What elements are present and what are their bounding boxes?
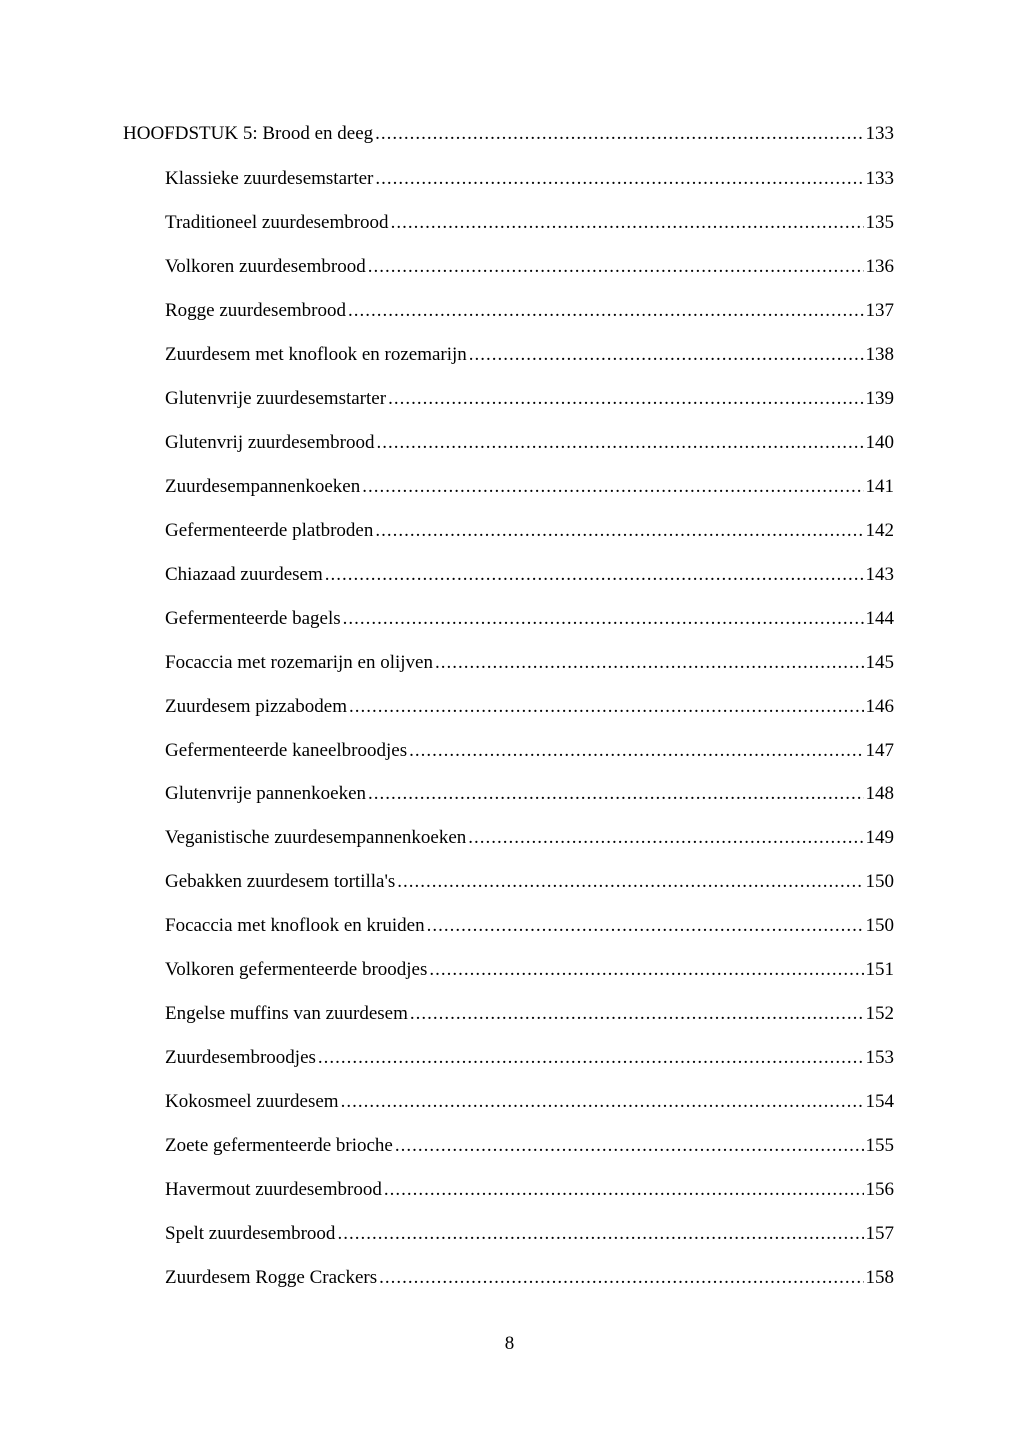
toc-entry[interactable] [165,1223,894,1245]
toc-entry-page: 148 [865,783,894,804]
toc-entry-title: Volkoren zuurdesembrood [165,256,366,277]
toc-entry-page: 137 [865,300,894,321]
toc-leader-dots [318,1047,864,1069]
toc-entry-page: 140 [865,432,894,453]
toc-chapter-heading[interactable] [123,123,894,145]
toc-entry[interactable] [165,520,894,542]
toc-entry-title: Gebakken zuurdesem tortilla's [165,871,396,892]
toc-entry[interactable] [165,827,894,849]
page-number: 8 [504,1333,515,1354]
toc-entry-page: 152 [865,1003,894,1024]
toc-entry-page: 151 [865,959,894,980]
toc-entry[interactable] [165,1267,894,1289]
toc-leader-dots [349,696,863,718]
toc-entry[interactable] [165,696,894,718]
toc-leader-dots [379,1267,863,1289]
toc-leader-dots [397,871,863,893]
toc-entry-title: Focaccia met knoflook en kruiden [165,915,425,936]
toc-entry-title: Spelt zuurdesembrood [165,1223,336,1244]
toc-leader-dots [468,827,863,849]
toc-entry-page: 150 [865,871,894,892]
toc-entry[interactable] [165,1179,894,1201]
toc-leader-dots [337,1223,863,1245]
toc-leader-dots [409,740,863,762]
toc-entry[interactable] [165,740,894,762]
toc-leader-dots [388,388,863,410]
toc-leader-dots [343,608,864,630]
toc-entry-title: Kokosmeel zuurdesem [165,1091,339,1112]
toc-entry-title: Zuurdesem met knoflook en rozemarijn [165,344,467,365]
toc-entry-page: 145 [865,652,894,673]
toc-entry-page: 156 [865,1179,894,1200]
toc-entry-page: 149 [865,827,894,848]
toc-entry-page: 139 [865,388,894,409]
toc-entry-page: 141 [865,476,894,497]
toc-entry-title: Glutenvrije pannenkoeken [165,783,367,804]
toc-entry-page: 133 [865,168,894,189]
toc-chapter-page: 133 [865,123,894,144]
toc-entry-page: 143 [865,564,894,585]
toc-entry-title: Glutenvrije zuurdesemstarter [165,388,387,409]
toc-entry[interactable] [165,783,894,805]
toc-leader-dots [375,123,863,145]
toc-leader-dots [341,1091,864,1113]
toc-leader-dots [384,1179,864,1201]
toc-leader-dots [348,300,864,322]
toc-entry-title: Havermout zuurdesembrood [165,1179,382,1200]
toc-entry-page: 157 [865,1223,894,1244]
toc-entry-page: 155 [865,1135,894,1156]
toc-entry-title: Klassieke zuurdesemstarter [165,168,374,189]
toc-entry-page: 150 [865,915,894,936]
toc-leader-dots [395,1135,864,1157]
toc-entry-title: Gefermenteerde platbroden [165,520,374,541]
toc-leader-dots [325,564,864,586]
toc-entry[interactable] [165,564,894,586]
toc-leader-dots [368,783,863,805]
toc-entry-title: Gefermenteerde kaneelbroodjes [165,740,408,761]
toc-entry-title: Rogge zuurdesembrood [165,300,346,321]
toc-leader-dots [375,520,863,542]
toc-entry-page: 147 [865,740,894,761]
toc-entry[interactable] [165,388,894,410]
toc-entry-page: 153 [865,1047,894,1068]
toc-entry[interactable] [165,344,894,366]
toc-entry[interactable] [165,1091,894,1113]
toc-leader-dots [391,212,864,234]
toc-entry-title: Zuurdesembroodjes [165,1047,316,1068]
toc-entry[interactable] [165,300,894,322]
toc-entry[interactable] [165,168,894,190]
toc-entry-title: Volkoren gefermenteerde broodjes [165,959,428,980]
toc-entry-page: 138 [865,344,894,365]
toc-leader-dots [362,476,863,498]
toc-entry-page: 146 [865,696,894,717]
toc-leader-dots [410,1003,864,1025]
toc-entry[interactable] [165,1135,894,1157]
toc-entry-title: Zoete gefermenteerde brioche [165,1135,393,1156]
toc-entry-page: 154 [865,1091,894,1112]
toc-entry[interactable] [165,476,894,498]
toc-leader-dots [376,432,863,454]
toc-entry[interactable] [165,1047,894,1069]
toc-leader-dots [469,344,864,366]
toc-entry-page: 135 [865,212,894,233]
toc-leader-dots [429,959,863,981]
toc-entry-title: Zuurdesempannenkoeken [165,476,361,497]
toc-leader-dots [435,652,864,674]
toc-entry-title: Veganistische zuurdesempannenkoeken [165,827,467,848]
toc-entry[interactable] [165,915,894,937]
toc-leader-dots [368,256,864,278]
toc-entry[interactable] [165,959,894,981]
toc-entry[interactable] [165,1003,894,1025]
toc-leader-dots [427,915,864,937]
toc-entry-page: 144 [865,608,894,629]
toc-entry-title: Gefermenteerde bagels [165,608,341,629]
toc-entry[interactable] [165,608,894,630]
toc-entry[interactable] [165,871,894,893]
toc-entry-page: 136 [865,256,894,277]
toc-entry[interactable] [165,212,894,234]
toc-entry-page: 142 [865,520,894,541]
toc-entry[interactable] [165,652,894,674]
toc-entry-page: 158 [865,1267,894,1288]
toc-entry-title: Zuurdesem pizzabodem [165,696,348,717]
toc-entry[interactable] [165,256,894,278]
toc-entry-title: Traditioneel zuurdesembrood [165,212,389,233]
toc-entry-title: Zuurdesem Rogge Crackers [165,1267,378,1288]
toc-chapter-title: HOOFDSTUK 5: Brood en deeg [123,123,374,144]
toc-entry-title: Glutenvrij zuurdesembrood [165,432,375,453]
toc-entry-title: Chiazaad zuurdesem [165,564,323,585]
toc-leader-dots [375,168,863,190]
toc-entry-title: Engelse muffins van zuurdesem [165,1003,408,1024]
toc-entry-title: Focaccia met rozemarijn en olijven [165,652,433,673]
toc-entry[interactable] [165,432,894,454]
